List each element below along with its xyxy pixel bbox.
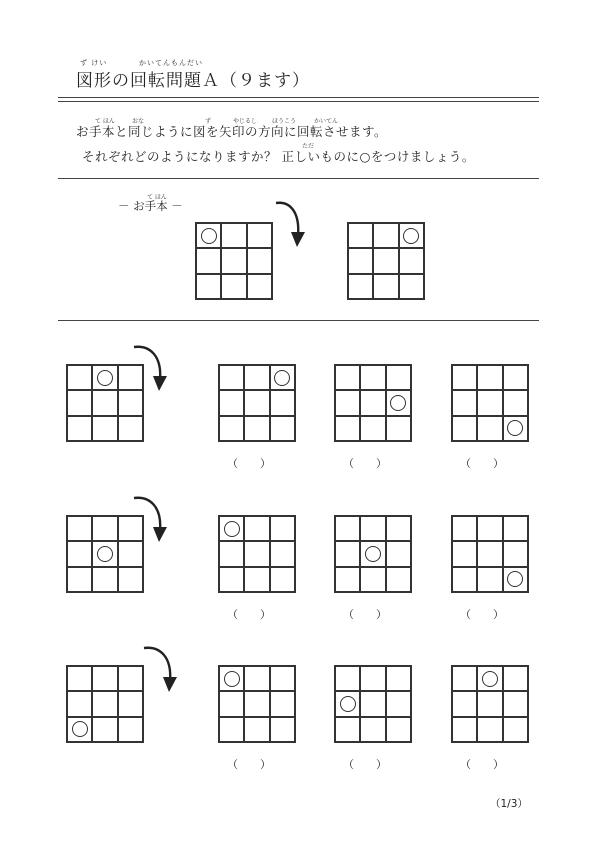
grid-cell xyxy=(92,666,117,691)
grid-cell xyxy=(335,666,360,691)
question-3-rotation-arrow-icon xyxy=(142,643,180,695)
title-ruby-zukei: ず けい xyxy=(80,59,108,67)
grid-cell xyxy=(67,516,92,541)
grid-cell xyxy=(477,541,502,566)
question-2-option-2-answer[interactable]: （ ） xyxy=(343,608,387,621)
grid-cell xyxy=(219,365,244,390)
question-3-source-grid xyxy=(66,665,144,743)
grid-cell xyxy=(244,365,269,390)
grid-cell xyxy=(270,390,295,415)
question-1-option-1-answer[interactable]: （ ） xyxy=(227,457,271,470)
example-grid-before xyxy=(195,222,273,300)
grid-cell xyxy=(67,666,92,691)
grid-cell xyxy=(452,416,477,441)
circle-marker-icon xyxy=(224,521,240,537)
page-title: 図形の回転問題Ａ（９ます） xyxy=(76,71,310,91)
grid-cell xyxy=(270,541,295,566)
question-3-option-3-grid[interactable] xyxy=(451,665,529,743)
instruction-line-1: お手本と同じように図を矢印の方向に回転させます。 xyxy=(76,124,388,139)
grid-cell xyxy=(386,390,411,415)
circle-marker-icon xyxy=(340,696,356,712)
grid-cell xyxy=(477,717,502,742)
grid-cell xyxy=(67,567,92,592)
ruby-kaiten: かいてん xyxy=(314,118,339,125)
grid-cell xyxy=(221,274,246,299)
question-2-option-1-grid[interactable] xyxy=(218,515,296,593)
ruby-tehon: て ほん xyxy=(95,118,115,125)
ruby-yajirushi: やじるし xyxy=(233,118,258,125)
grid-cell xyxy=(118,666,143,691)
circle-marker-icon xyxy=(403,228,419,244)
circle-marker-icon xyxy=(482,671,498,687)
grid-cell xyxy=(196,274,221,299)
circle-marker-icon xyxy=(274,370,290,386)
ruby-houkou: ほうこう xyxy=(272,118,297,125)
grid-cell xyxy=(348,274,373,299)
grid-cell xyxy=(270,516,295,541)
grid-cell xyxy=(118,541,143,566)
grid-cell xyxy=(503,365,528,390)
grid-cell xyxy=(503,416,528,441)
question-1-option-3-answer[interactable]: （ ） xyxy=(460,457,504,470)
example-rotation-arrow-icon xyxy=(274,198,308,250)
grid-cell xyxy=(67,416,92,441)
grid-cell xyxy=(270,365,295,390)
grid-cell xyxy=(219,516,244,541)
grid-cell xyxy=(92,717,117,742)
grid-cell xyxy=(335,717,360,742)
grid-cell xyxy=(386,365,411,390)
grid-cell xyxy=(452,691,477,716)
grid-cell xyxy=(386,416,411,441)
circle-marker-icon xyxy=(201,228,217,244)
grid-cell xyxy=(244,516,269,541)
circle-marker-icon xyxy=(390,395,406,411)
grid-cell xyxy=(335,567,360,592)
grid-cell xyxy=(92,365,117,390)
grid-cell xyxy=(452,365,477,390)
circle-marker-icon xyxy=(72,721,88,737)
grid-cell xyxy=(386,666,411,691)
circle-marker-icon xyxy=(224,671,240,687)
grid-cell xyxy=(373,274,398,299)
grid-cell xyxy=(92,541,117,566)
grid-cell xyxy=(503,691,528,716)
grid-cell xyxy=(477,365,502,390)
grid-cell xyxy=(92,416,117,441)
grid-cell xyxy=(348,223,373,248)
grid-cell xyxy=(335,691,360,716)
grid-cell xyxy=(335,416,360,441)
grid-cell xyxy=(386,567,411,592)
question-2-option-3-answer[interactable]: （ ） xyxy=(460,608,504,621)
question-1-option-1-grid[interactable] xyxy=(218,364,296,442)
ruby-onaji: おな xyxy=(132,118,145,125)
grid-cell xyxy=(118,567,143,592)
grid-cell xyxy=(360,691,385,716)
question-3-option-2-answer[interactable]: （ ） xyxy=(343,758,387,771)
grid-cell xyxy=(92,691,117,716)
grid-cell xyxy=(503,541,528,566)
grid-cell xyxy=(196,248,221,273)
grid-cell xyxy=(335,541,360,566)
grid-cell xyxy=(373,248,398,273)
grid-cell xyxy=(92,567,117,592)
question-2-rotation-arrow-icon xyxy=(132,493,170,545)
question-2-option-2-grid[interactable] xyxy=(334,515,412,593)
grid-cell xyxy=(360,390,385,415)
grid-cell xyxy=(270,691,295,716)
grid-cell xyxy=(92,390,117,415)
example-label: － お手本 － xyxy=(118,199,183,213)
ruby-tadashii: ただ xyxy=(302,143,315,150)
grid-cell xyxy=(360,567,385,592)
grid-cell xyxy=(399,248,424,273)
question-3-option-3-answer[interactable]: （ ） xyxy=(460,758,504,771)
grid-cell xyxy=(503,567,528,592)
grid-cell xyxy=(452,666,477,691)
grid-cell xyxy=(219,567,244,592)
grid-cell xyxy=(118,717,143,742)
question-3-option-1-grid[interactable] xyxy=(218,665,296,743)
grid-cell xyxy=(270,567,295,592)
grid-cell xyxy=(360,717,385,742)
circle-marker-icon xyxy=(365,546,381,562)
grid-cell xyxy=(477,691,502,716)
grid-cell xyxy=(399,223,424,248)
grid-cell xyxy=(452,541,477,566)
question-2-option-3-grid[interactable] xyxy=(451,515,529,593)
grid-cell xyxy=(67,390,92,415)
question-3-option-2-grid[interactable] xyxy=(334,665,412,743)
example-ruby: て ほん xyxy=(147,194,167,201)
grid-cell xyxy=(360,365,385,390)
grid-cell xyxy=(335,516,360,541)
grid-cell xyxy=(67,365,92,390)
grid-cell xyxy=(247,274,272,299)
grid-cell xyxy=(244,541,269,566)
example-divider xyxy=(58,320,539,321)
grid-cell xyxy=(67,541,92,566)
grid-cell xyxy=(244,691,269,716)
page-number: （1/3） xyxy=(490,798,528,810)
title-divider-top xyxy=(58,97,539,98)
title-divider-bottom xyxy=(58,101,539,102)
grid-cell xyxy=(92,516,117,541)
circle-marker-icon xyxy=(97,370,113,386)
grid-cell xyxy=(477,416,502,441)
grid-cell xyxy=(360,516,385,541)
grid-cell xyxy=(452,516,477,541)
grid-cell xyxy=(386,541,411,566)
grid-cell xyxy=(244,717,269,742)
grid-cell xyxy=(219,390,244,415)
circle-marker-icon xyxy=(507,571,523,587)
grid-cell xyxy=(221,248,246,273)
grid-cell xyxy=(373,223,398,248)
question-1-option-2-answer[interactable]: （ ） xyxy=(343,457,387,470)
grid-cell xyxy=(477,666,502,691)
title-ruby-kaitenmondai: かいてんもんだい xyxy=(139,59,203,67)
grid-cell xyxy=(386,516,411,541)
grid-cell xyxy=(386,691,411,716)
grid-cell xyxy=(360,666,385,691)
question-1-option-3-grid[interactable] xyxy=(451,364,529,442)
grid-cell xyxy=(360,541,385,566)
grid-cell xyxy=(270,416,295,441)
grid-cell xyxy=(244,416,269,441)
circle-marker-icon xyxy=(97,546,113,562)
grid-cell xyxy=(477,390,502,415)
grid-cell xyxy=(118,390,143,415)
grid-cell xyxy=(219,717,244,742)
grid-cell xyxy=(477,567,502,592)
grid-cell xyxy=(221,223,246,248)
grid-cell xyxy=(118,416,143,441)
question-3-option-1-answer[interactable]: （ ） xyxy=(227,758,271,771)
ruby-zu: ず xyxy=(205,118,212,125)
grid-cell xyxy=(219,541,244,566)
grid-cell xyxy=(219,666,244,691)
grid-cell xyxy=(335,390,360,415)
grid-cell xyxy=(196,223,221,248)
question-1-rotation-arrow-icon xyxy=(132,342,170,394)
grid-cell xyxy=(335,365,360,390)
grid-cell xyxy=(219,691,244,716)
example-grid-after xyxy=(347,222,425,300)
question-1-option-2-grid[interactable] xyxy=(334,364,412,442)
instruction-divider xyxy=(58,178,539,179)
grid-cell xyxy=(503,666,528,691)
grid-cell xyxy=(452,717,477,742)
grid-cell xyxy=(386,717,411,742)
grid-cell xyxy=(67,691,92,716)
grid-cell xyxy=(503,390,528,415)
grid-cell xyxy=(67,717,92,742)
grid-cell xyxy=(244,390,269,415)
grid-cell xyxy=(270,717,295,742)
grid-cell xyxy=(477,516,502,541)
grid-cell xyxy=(247,223,272,248)
grid-cell xyxy=(452,390,477,415)
grid-cell xyxy=(247,248,272,273)
grid-cell xyxy=(244,666,269,691)
grid-cell xyxy=(244,567,269,592)
grid-cell xyxy=(219,416,244,441)
grid-cell xyxy=(503,516,528,541)
grid-cell xyxy=(503,717,528,742)
question-2-option-1-answer[interactable]: （ ） xyxy=(227,608,271,621)
grid-cell xyxy=(399,274,424,299)
grid-cell xyxy=(348,248,373,273)
grid-cell xyxy=(360,416,385,441)
grid-cell xyxy=(118,691,143,716)
circle-marker-icon xyxy=(507,420,523,436)
grid-cell xyxy=(270,666,295,691)
instruction-line-2: それぞれどのようになりますか？ 正しいものに○をつけましょう。 xyxy=(82,149,475,164)
grid-cell xyxy=(452,567,477,592)
